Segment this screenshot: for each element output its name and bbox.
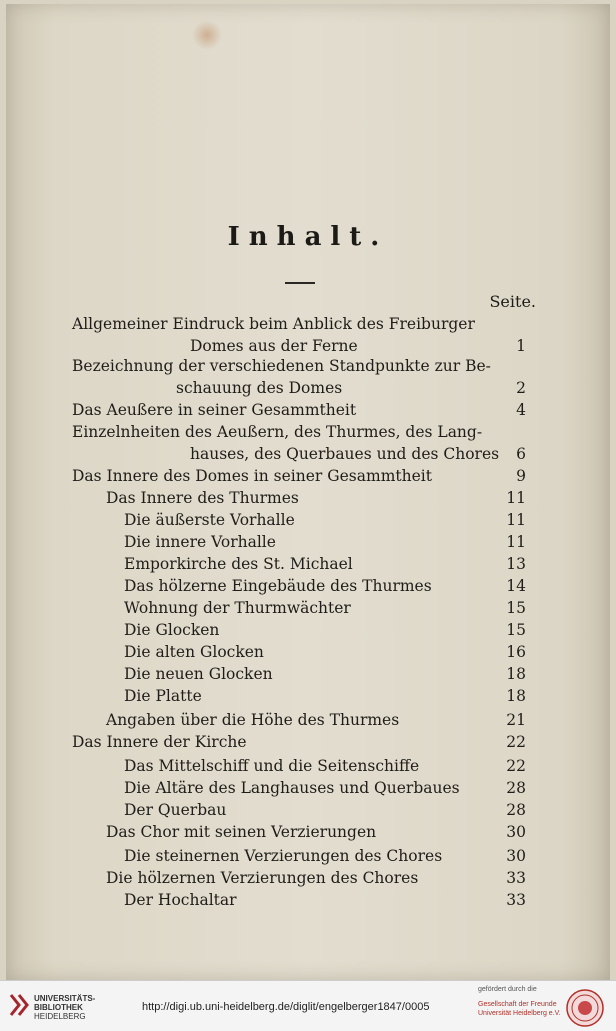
toc-page-number: 22 <box>506 733 526 751</box>
toc-entry-line: Domes aus der Ferne <box>190 337 358 355</box>
toc-page-number: 11 <box>506 533 526 551</box>
university-seal-icon <box>566 989 604 1027</box>
library-name-line: UNIVERSITÄTS- <box>34 994 96 1003</box>
toc-entry-line: hauses, des Querbaues und des Chores <box>190 445 500 463</box>
sponsor-name: Universität Heidelberg e.V. <box>478 1010 561 1017</box>
toc-entry-line: Die Platte <box>124 687 202 705</box>
toc-page-number: 30 <box>506 823 526 841</box>
toc-page-number: 4 <box>516 401 526 419</box>
sponsor-prefix: gefördert durch die <box>478 986 537 993</box>
toc-page-number: 2 <box>516 379 526 397</box>
toc-entry-line: Das Chor mit seinen Verzierungen <box>106 823 377 841</box>
toc-page-number: 33 <box>506 891 526 909</box>
toc-page-number: 14 <box>506 577 526 595</box>
toc-entry-line: Einzelnheiten des Aeußern, des Thurmes, des Lang- <box>72 423 483 441</box>
toc-page-number: 21 <box>506 711 526 729</box>
toc-entry-line: Bezeichnung der verschiedenen Standpunkte zur Be- <box>72 357 491 375</box>
toc-entry-line: Der Hochaltar <box>124 891 237 909</box>
toc-entry-line: Das Innere des Thurmes <box>106 489 299 507</box>
toc-page-number: 16 <box>506 643 526 661</box>
toc-page-number: 1 <box>516 337 526 355</box>
toc-entry-line: Wohnung der Thurmwächter <box>124 599 351 617</box>
toc-entry-line: Die neuen Glocken <box>124 665 273 683</box>
toc-page-number: 33 <box>506 869 526 887</box>
sponsor-credit <box>478 985 561 1018</box>
sponsor-name: Gesellschaft der Freunde <box>478 1001 557 1008</box>
toc-page-number: 15 <box>506 599 526 617</box>
toc-entry-line: Angaben über die Höhe des Thurmes <box>106 711 400 729</box>
toc-entry-line: Emporkirche des St. Michael <box>124 555 353 573</box>
toc-page-number: 9 <box>516 467 526 485</box>
toc-page-number: 18 <box>506 665 526 683</box>
toc-entry-line: schauung des Domes <box>176 379 343 397</box>
toc-page-number: 11 <box>506 511 526 529</box>
toc-entry-line: Das Innere der Kirche <box>72 733 247 751</box>
permalink-url[interactable]: http://digi.ub.uni-heidelberg.de/diglit/engelberger1847/0005 <box>142 1001 430 1013</box>
toc-entry-line: Das Innere des Domes in seiner Gesammtheit <box>72 467 432 485</box>
toc-entry-line: Die äußerste Vorhalle <box>124 511 295 529</box>
library-logo-icon <box>8 991 30 1019</box>
toc-page-number: 28 <box>506 779 526 797</box>
toc-entry-line: Das Mittelschiff und die Seitenschiffe <box>124 757 420 775</box>
toc-page-number: 13 <box>506 555 526 573</box>
toc-entry-line: Die innere Vorhalle <box>124 533 276 551</box>
toc-page-number: 30 <box>506 847 526 865</box>
library-name-line: BIBLIOTHEK <box>34 1003 83 1012</box>
toc-entry-line: Die Altäre des Langhauses und Querbaues <box>124 779 460 797</box>
toc-page-number: 6 <box>516 445 526 463</box>
page-column-label: Seite. <box>489 292 536 311</box>
toc-entry-line: Das hölzerne Eingebäude des Thurmes <box>124 577 432 595</box>
toc-page-number: 18 <box>506 687 526 705</box>
toc-page-number: 11 <box>506 489 526 507</box>
viewer-footer <box>0 980 616 1031</box>
library-name-line: HEIDELBERG <box>34 1012 86 1021</box>
toc-entry-line: Die Glocken <box>124 621 220 639</box>
page-stain <box>192 20 222 50</box>
library-name <box>34 994 95 1021</box>
toc-entry-line: Allgemeiner Eindruck beim Anblick des Freiburger <box>72 315 475 333</box>
title-rule <box>285 282 315 284</box>
toc-entry-line: Das Aeußere in seiner Gesammtheit <box>72 401 357 419</box>
toc-entry-line: Die steinernen Verzierungen des Chores <box>124 847 443 865</box>
toc-page-number: 15 <box>506 621 526 639</box>
toc-page-number: 22 <box>506 757 526 775</box>
page-title: Inhalt. <box>227 222 389 252</box>
toc-entry-line: Die alten Glocken <box>124 643 264 661</box>
toc-entry-line: Der Querbau <box>124 801 227 819</box>
toc-entry-line: Die hölzernen Verzierungen des Chores <box>106 869 419 887</box>
toc-page-number: 28 <box>506 801 526 819</box>
